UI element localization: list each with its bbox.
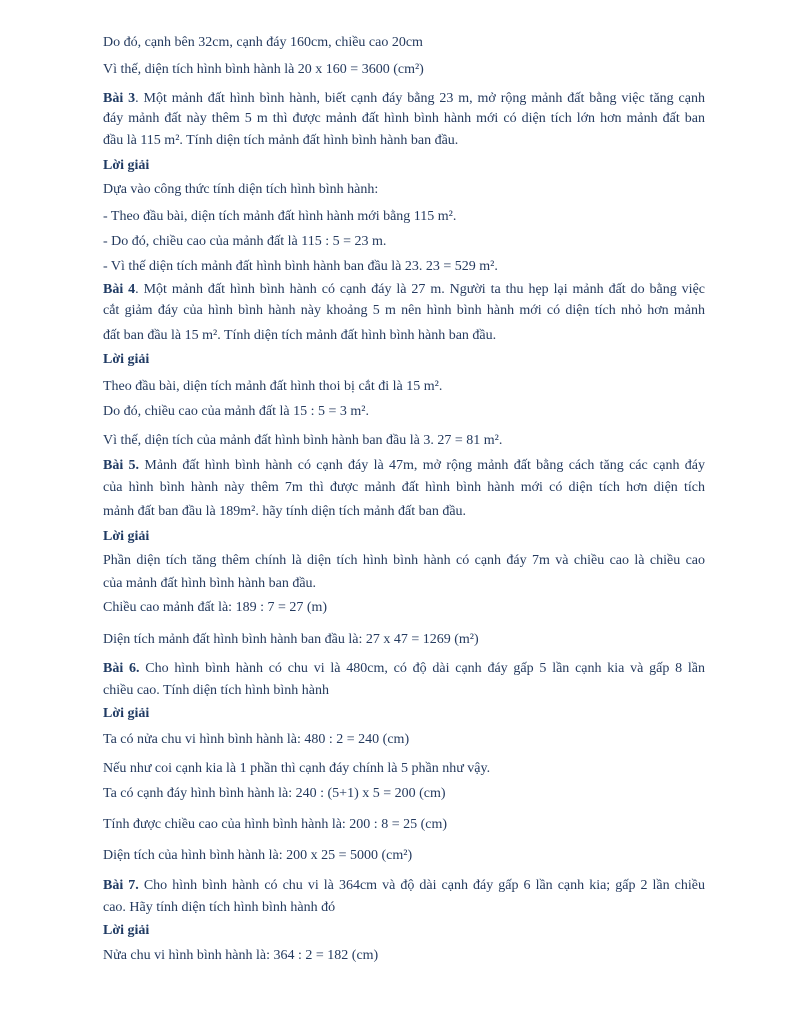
- line-text: Phần diện tích tăng thêm chính là diện tích hình bình hành có cạnh đáy 7m và chiều cao là chiều cao: [103, 553, 705, 568]
- text-line: [103, 258, 705, 276]
- line-text: Nếu như coi cạnh kia là 1 phần thì cạnh đáy chính là 5 phần như vậy.: [103, 761, 491, 776]
- line-text: . Một mảnh đất hình bình hành có cạnh đáy là 27 m. Người ta thu hẹp lại mảnh đất do bằng việc: [135, 282, 705, 297]
- text-line: [103, 181, 705, 199]
- line-text: mảnh đất ban đầu là 189m². hãy tính diện tích mảnh đất ban đầu.: [103, 504, 467, 519]
- text-line: [103, 816, 705, 834]
- line-text: Tính được chiều cao của hình bình hành là: 200 : 8 = 25 (cm): [103, 817, 448, 832]
- solution-heading: [103, 528, 705, 546]
- text-line: [103, 110, 705, 128]
- text-line: [103, 599, 705, 617]
- solution-title: Lời giải: [103, 158, 150, 173]
- text-line: [103, 760, 705, 778]
- line-text: đáy mảnh đất này thêm 5 m thì được mảnh đất hình bình hành mới có diện tích lớn hơn mảnh đất ban: [103, 111, 705, 126]
- problem-3-line: [103, 90, 705, 108]
- problem-5-line: [103, 457, 705, 475]
- line-text: Cho hình bình hành có chu vi là 364cm và độ dài cạnh đáy gấp 6 lần cạnh kia; gấp 2 lần chiều: [138, 878, 706, 893]
- line-text: Mảnh đất hình bình hành có cạnh đáy là 47m, mở rộng mảnh đất bằng cách tăng các cạnh đáy: [139, 458, 706, 473]
- text-line: [103, 785, 705, 803]
- problem-6-line: [103, 660, 705, 678]
- text-line: [103, 682, 705, 700]
- line-text: - Do đó, chiều cao của mảnh đất là 115 : 5 = 23 m.: [103, 234, 387, 249]
- text-line: [103, 378, 705, 396]
- solution-heading: [103, 922, 705, 940]
- solution-title: Lời giải: [103, 529, 150, 544]
- text-line: [103, 327, 705, 345]
- text-line: [103, 847, 705, 865]
- line-text: Vì thế, diện tích của mảnh đất hình bình hành ban đầu là 3. 27 = 81 m².: [103, 433, 503, 448]
- solution-heading: [103, 705, 705, 723]
- line-text: Theo đầu bài, diện tích mảnh đất hình thoi bị cắt đi là 15 m².: [103, 379, 443, 394]
- text-line: [103, 552, 705, 570]
- text-line: [103, 61, 705, 79]
- solution-heading: [103, 351, 705, 369]
- problem-7-line: [103, 877, 705, 895]
- line-text: - Vì thế diện tích mảnh đất hình bình hành ban đầu là 23. 23 = 529 m².: [103, 259, 498, 274]
- line-text: đầu là 115 m². Tính diện tích mảnh đất hình bình hành ban đầu.: [103, 133, 459, 148]
- line-text: . Một mảnh đất hình bình hành, biết cạnh đáy bằng 23 m, mở rộng mảnh đất bằng việc tăng cạnh: [135, 91, 705, 106]
- problem-4-title: Bài 4: [103, 282, 136, 297]
- text-line: [103, 432, 705, 450]
- text-line: [103, 403, 705, 421]
- line-text: Do đó, chiều cao của mảnh đất là 15 : 5 = 3 m².: [103, 404, 369, 419]
- solution-heading: [103, 157, 705, 175]
- problem-6-title: Bài 6.: [103, 661, 140, 676]
- line-text: Diện tích của hình bình hành là: 200 x 25 = 5000 (cm²): [103, 848, 413, 863]
- line-text: - Theo đầu bài, diện tích mảnh đất hình hành mới bằng 115 m².: [103, 209, 457, 224]
- line-text: Do đó, cạnh bên 32cm, cạnh đáy 160cm, chiều cao 20cm: [103, 35, 423, 50]
- line-text: cắt giảm đáy của hình bình hành này khoảng 5 m nên hình bình hành mới có diện tích nhỏ hơn mảnh: [103, 303, 705, 318]
- solution-title: Lời giải: [103, 352, 150, 367]
- line-text: cao. Hãy tính diện tích hình bình hành đó: [103, 900, 336, 915]
- solution-title: Lời giải: [103, 923, 150, 938]
- line-text: Ta có cạnh đáy hình bình hành là: 240 : (5+1) x 5 = 200 (cm): [103, 786, 446, 801]
- text-line: [103, 503, 705, 521]
- line-text: Ta có nửa chu vi hình bình hành là: 480 : 2 = 240 (cm): [103, 732, 410, 747]
- text-line: [103, 899, 705, 917]
- text-line: [103, 947, 705, 965]
- line-text: Diện tích mảnh đất hình bình hành ban đầu là: 27 x 47 = 1269 (m²): [103, 632, 479, 647]
- problem-7-title: Bài 7.: [103, 878, 139, 893]
- line-text: Vì thế, diện tích hình bình hành là 20 x 160 = 3600 (cm²): [103, 62, 424, 77]
- text-line: [103, 631, 705, 649]
- problem-3-title: Bài 3: [103, 91, 136, 106]
- text-line: [103, 34, 705, 52]
- line-text: của hình bình hành này thêm 7m thì được mảnh đất hình bình hành mới có diện tích hơn diện tích: [103, 480, 705, 495]
- line-text: Dựa vào công thức tính diện tích hình bình hành:: [103, 182, 379, 197]
- text-line: [103, 302, 705, 320]
- line-text: đất ban đầu là 15 m². Tính diện tích mảnh đất hình bình hành ban đầu.: [103, 328, 497, 343]
- problem-4-line: [103, 281, 705, 299]
- problem-5-title: Bài 5.: [103, 458, 140, 473]
- text-line: [103, 479, 705, 497]
- text-line: [103, 731, 705, 749]
- text-line: [103, 575, 705, 593]
- line-text: của mảnh đất hình bình hành ban đầu.: [103, 576, 317, 591]
- line-text: Chiều cao mảnh đất là: 189 : 7 = 27 (m): [103, 600, 328, 615]
- solution-title: Lời giải: [103, 706, 150, 721]
- text-line: [103, 233, 705, 251]
- text-line: [103, 132, 705, 150]
- line-text: chiều cao. Tính diện tích hình bình hành: [103, 683, 330, 698]
- text-line: [103, 208, 705, 226]
- line-text: Cho hình bình hành có chu vi là 480cm, có độ dài cạnh đáy gấp 5 lần cạnh kia và gấp 8 lần: [139, 661, 705, 676]
- line-text: Nửa chu vi hình bình hành là: 364 : 2 = 182 (cm): [103, 948, 379, 963]
